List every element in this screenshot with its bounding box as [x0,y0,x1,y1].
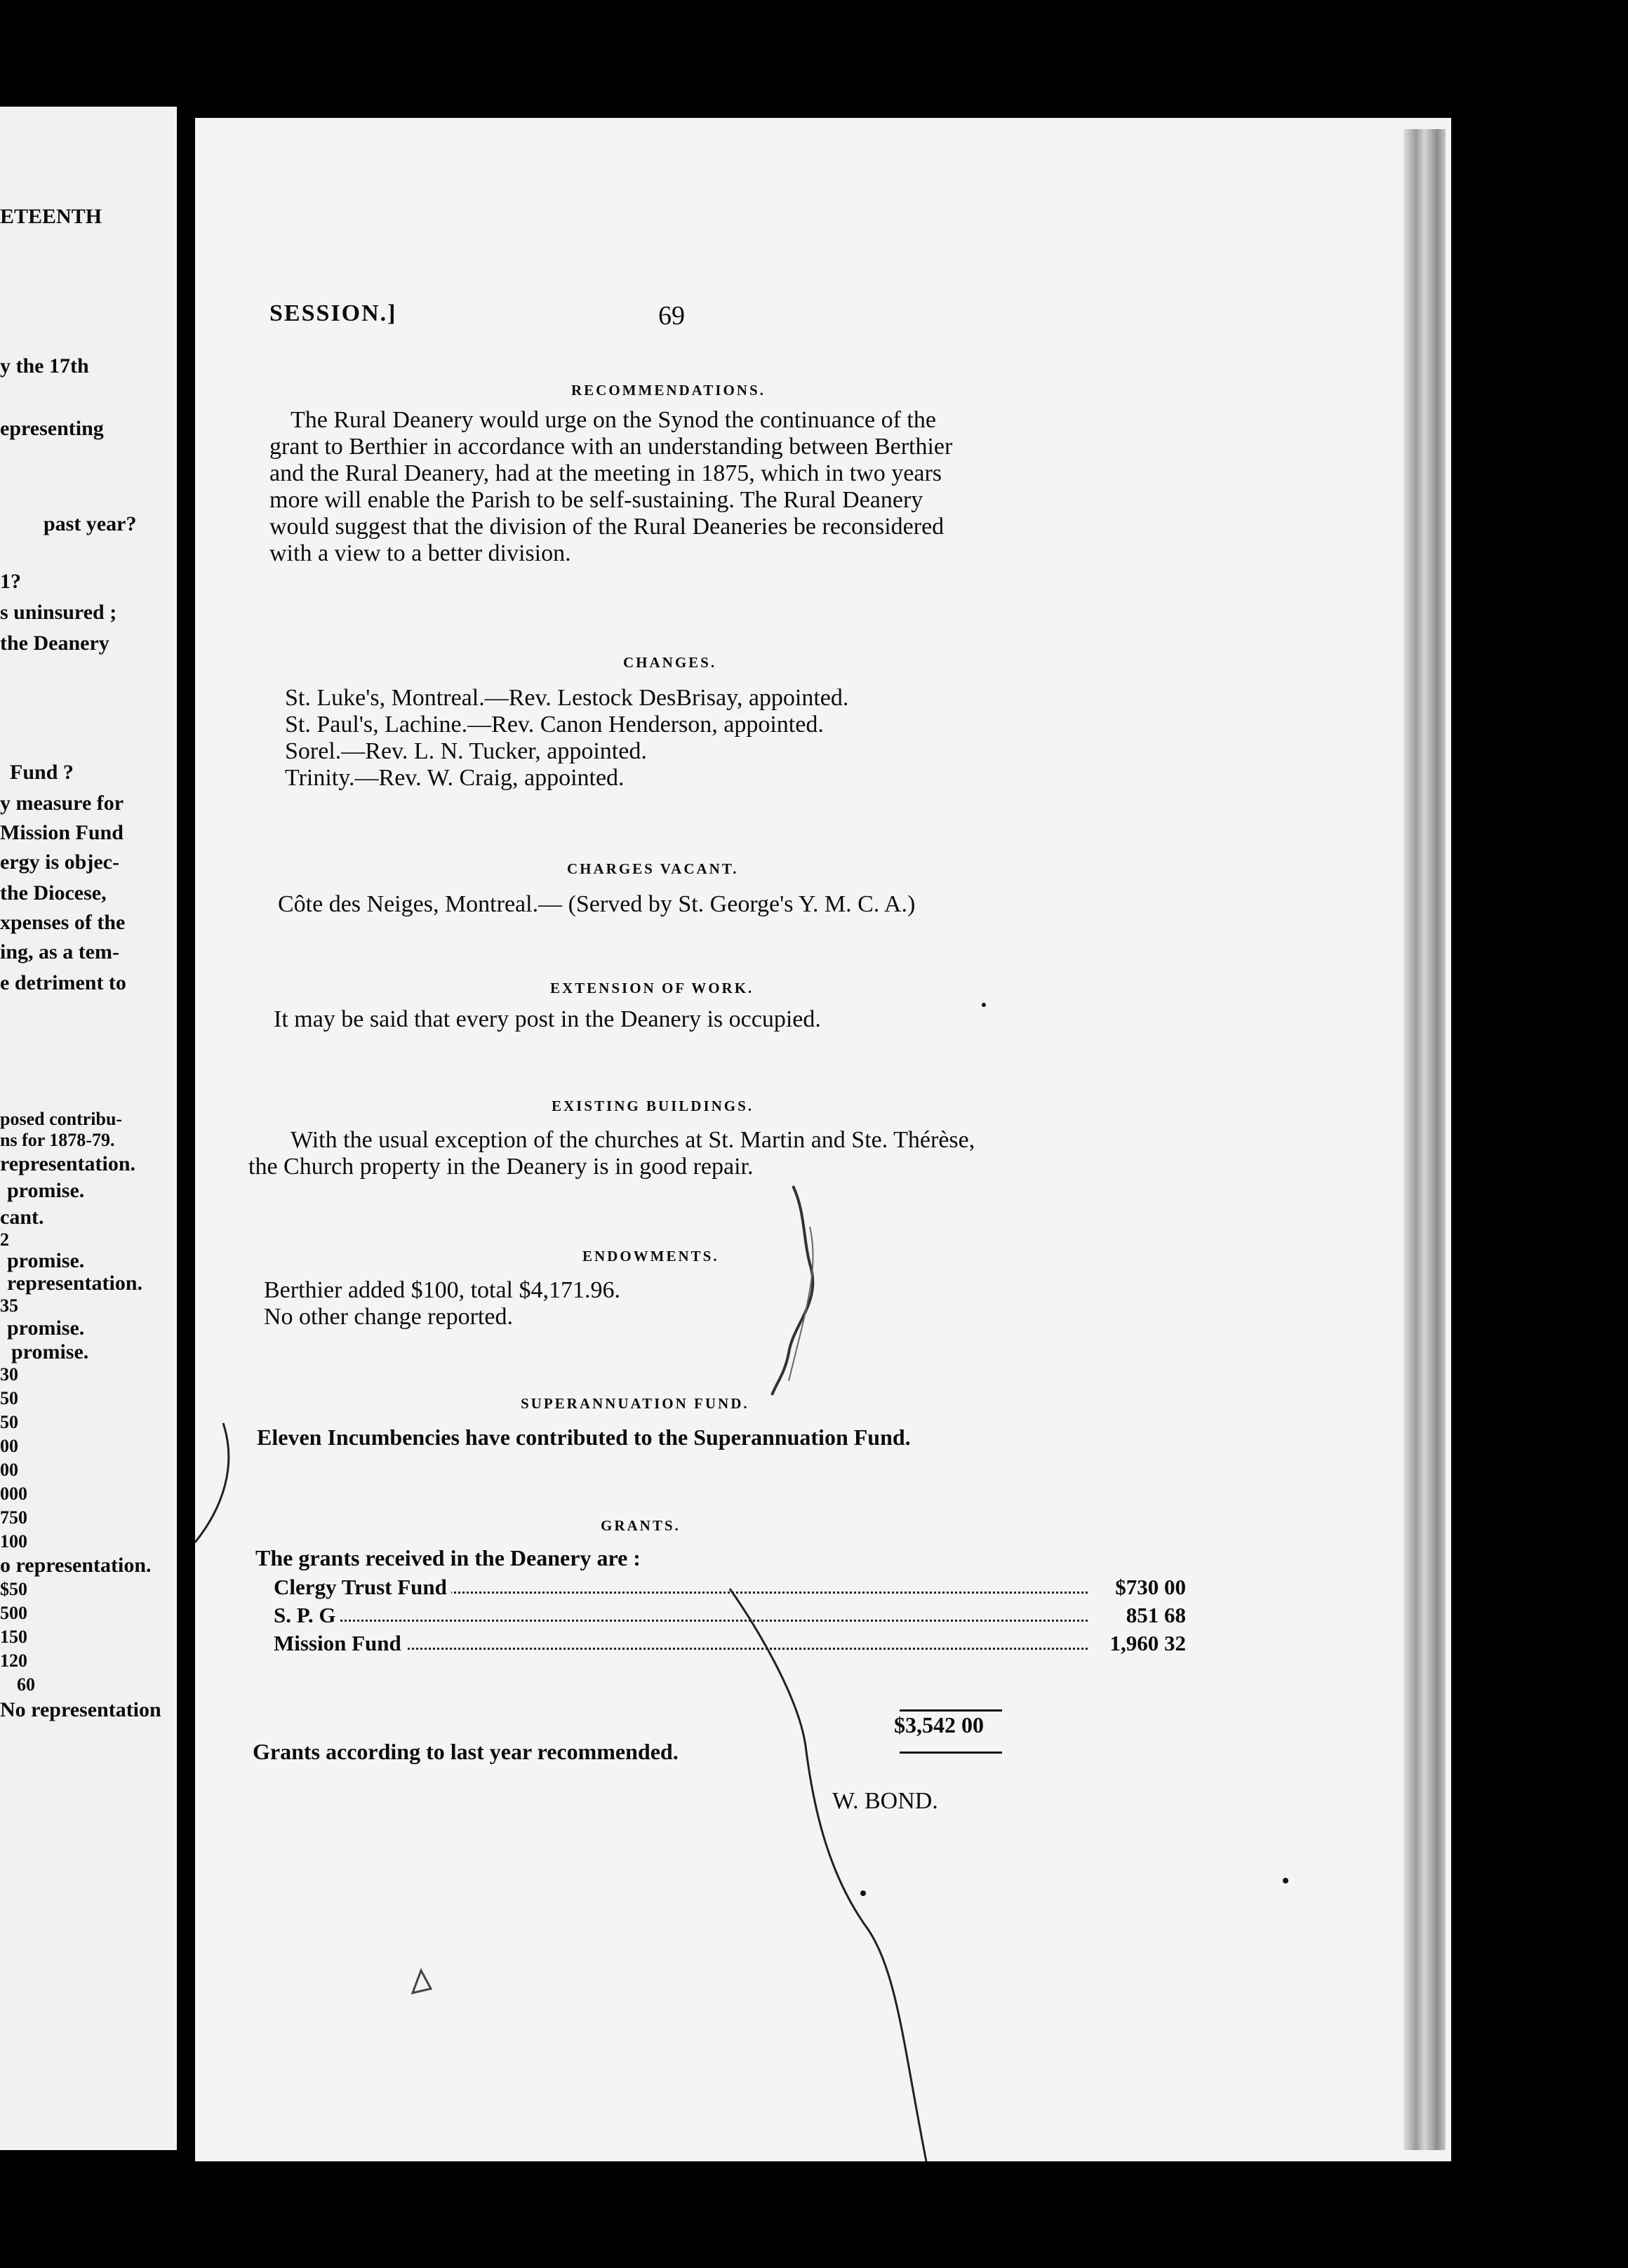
signature: W. BOND. [832,1788,938,1814]
left-page-line: promise. [7,1249,85,1272]
right-page [195,118,1451,2161]
left-page-line: ergy is objec- [0,850,119,874]
grants-total: $3,542 00 [894,1712,984,1737]
grant-amount: $730 00 [1115,1575,1186,1599]
recommendations-line: and the Rural Deanery, had at the meeting in 1875, which in two years [269,460,942,486]
left-page-line: representation. [7,1272,143,1295]
section-heading-changes: CHANGES. [623,654,717,671]
recommendations-line: with a view to a better division. [269,540,571,566]
left-page-line: promise. [11,1340,89,1363]
left-page-line: 30 [0,1364,18,1385]
left-page-line: 000 [0,1483,27,1504]
left-page-line: xpenses of the [0,911,126,934]
left-page-line: 50 [0,1388,18,1408]
existing-buildings-line: the Church property in the Deanery is in good repair. [248,1154,754,1180]
left-page-line: y measure for [0,792,124,815]
left-page-line: e detriment to [0,971,126,994]
left-page-line: the Diocese, [0,881,107,905]
left-page-line: the Deanery [0,632,109,655]
page-number: 69 [658,301,685,331]
extension-of-work-line: It may be said that every post in the Deanery is occupied. [274,1006,821,1032]
running-header: SESSION.] [269,300,397,326]
grant-name: S. P. G [274,1603,340,1628]
left-page-line: epresenting [0,417,104,440]
book-gutter [177,98,195,2161]
left-page-line: posed contribu- [0,1109,123,1129]
section-heading-charges-vacant: CHARGES VACANT. [567,860,739,877]
grant-name: Clergy Trust Fund [274,1575,451,1600]
grant-amount: 851 68 [1126,1603,1186,1627]
left-page-line: 2 [0,1229,9,1250]
recommendations-line: would suggest that the division of the Rural Deaneries be reconsidered [269,514,945,540]
left-page-line: $50 [0,1579,27,1599]
endowments-line: Berthier added $100, total $4,171.96. [264,1277,621,1303]
section-heading-grants: GRANTS. [601,1517,681,1534]
section-heading-extension-of-work: EXTENSION OF WORK. [550,980,754,996]
grant-amount: 1,960 32 [1109,1631,1186,1655]
recommendations-line: The Rural Deanery would urge on the Synod the continuance of the [291,407,936,433]
left-page-line: ETEENTH [0,205,102,228]
left-page-line: 1? [0,570,21,593]
left-page-line: promise. [7,1316,85,1340]
changes-line: St. Paul's, Lachine.—Rev. Canon Henderson, appointed. [285,712,824,738]
dot-leader [274,1620,1088,1622]
left-page-line: Mission Fund [0,821,124,844]
endowments-line: No other change reported. [264,1304,513,1330]
left-page-line: ns for 1878-79. [0,1130,115,1150]
existing-buildings-line: With the usual exception of the churches at St. Martin and Ste. Thérèse, [291,1127,975,1153]
left-page-line: 750 [0,1507,27,1528]
charges-vacant-line: Côte des Neiges, Montreal.— (Served by St. George's Y. M. C. A.) [278,891,916,917]
left-page-line: cant. [0,1206,44,1229]
scan-scratch-marks [195,118,1451,2161]
changes-line: St. Luke's, Montreal.—Rev. Lestock DesBrisay, appointed. [285,685,849,711]
section-heading-superannuation-fund: SUPERANNUATION FUND. [521,1395,749,1412]
left-page-line: 50 [0,1412,18,1432]
grants-note: Grants according to last year recommended. [253,1739,679,1764]
left-page-line: 60 [17,1674,35,1695]
grants-intro: The grants received in the Deanery are : [255,1545,641,1570]
left-page-line: 150 [0,1627,27,1647]
changes-line: Sorel.—Rev. L. N. Tucker, appointed. [285,738,647,764]
recommendations-line: more will enable the Parish to be self-sustaining. The Rural Deanery [269,487,923,513]
left-page-line: y the 17th [0,354,89,378]
left-page-line: 35 [0,1295,18,1316]
recommendations-line: grant to Berthier in accordance with an understanding between Berthier [269,434,953,460]
left-page-line: Fund ? [10,761,74,784]
left-page-line: s uninsured ; [0,601,117,624]
left-page-line: promise. [7,1179,85,1202]
left-page-line: o representation. [0,1554,152,1577]
left-page-line: past year? [44,512,137,535]
section-heading-existing-buildings: EXISTING BUILDINGS. [552,1098,754,1114]
left-page-line: No representation [0,1698,161,1721]
section-heading-endowments: ENDOWMENTS. [582,1248,719,1265]
page-edge-shadow [1403,129,1446,2150]
section-heading-recommendations: RECOMMENDATIONS. [571,382,766,399]
left-page-line: 500 [0,1603,27,1623]
superannuation-fund-line: Eleven Incumbencies have contributed to the Superannuation Fund. [257,1425,911,1450]
left-page-line: representation. [0,1152,136,1175]
left-page-line: 100 [0,1531,27,1552]
grant-name: Mission Fund [274,1631,406,1656]
left-page-line: 120 [0,1650,27,1671]
left-facing-page [0,107,177,2150]
left-page-line: 00 [0,1460,18,1480]
changes-line: Trinity.—Rev. W. Craig, appointed. [285,765,625,791]
left-page-line: 00 [0,1436,18,1456]
left-page-line: ing, as a tem- [0,940,119,963]
